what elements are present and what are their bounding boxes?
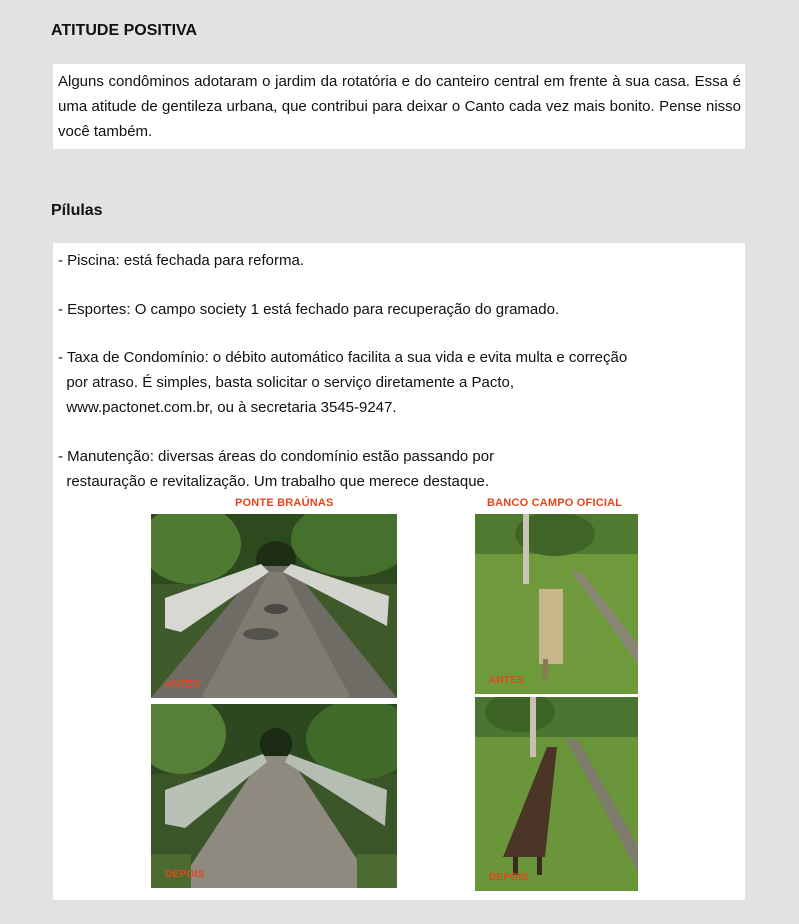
- photo-bench-after: [475, 697, 638, 891]
- item-manutencao-line2: restauração e revitalização. Um trabalho que merece destaque.: [58, 473, 490, 490]
- section-title-pilulas: Pílulas: [51, 202, 103, 219]
- photo-bridge-before: [151, 514, 397, 698]
- label-antes: ANTES: [165, 679, 201, 690]
- item-esportes: - Esportes: O campo society 1 está fechado para recuperação do gramado.: [58, 301, 560, 318]
- caption-banco-campo: BANCO CAMPO OFICIAL: [487, 497, 623, 509]
- pilulas-box: [53, 243, 745, 900]
- item-manutencao-line1: - Manutenção: diversas áreas do condomínio estão passando por: [58, 448, 495, 465]
- photo-bridge-after: [151, 704, 397, 888]
- item-taxa-line3: www.pactonet.com.br, ou à secretaria 3545-9247.: [58, 399, 397, 416]
- item-piscina: - Piscina: está fechada para reforma.: [58, 252, 304, 269]
- atitude-paragraph: Alguns condôminos adotaram o jardim da rotatória e do canteiro central em frente à sua casa. Essa é uma atitude de gentileza urbana, que contribui para deixar o Canto cada vez mais bonito. Pense nisso você também.: [58, 73, 741, 140]
- section-title-atitude: ATITUDE POSITIVA: [51, 22, 198, 39]
- caption-ponte-braunas: PONTE BRAÚNAS: [235, 497, 334, 509]
- label-antes-2: ANTES: [489, 675, 525, 686]
- label-depois-2: DEPOIS: [489, 872, 529, 883]
- photo-bench-before: [475, 514, 638, 694]
- item-taxa-line2: por atraso. É simples, basta solicitar o serviço diretamente a Pacto,: [58, 374, 515, 391]
- item-taxa-line1: - Taxa de Condomínio: o débito automático facilita a sua vida e evita multa e correção: [58, 349, 628, 366]
- label-depois: DEPOIS: [165, 869, 205, 880]
- atitude-text-box: [53, 64, 745, 149]
